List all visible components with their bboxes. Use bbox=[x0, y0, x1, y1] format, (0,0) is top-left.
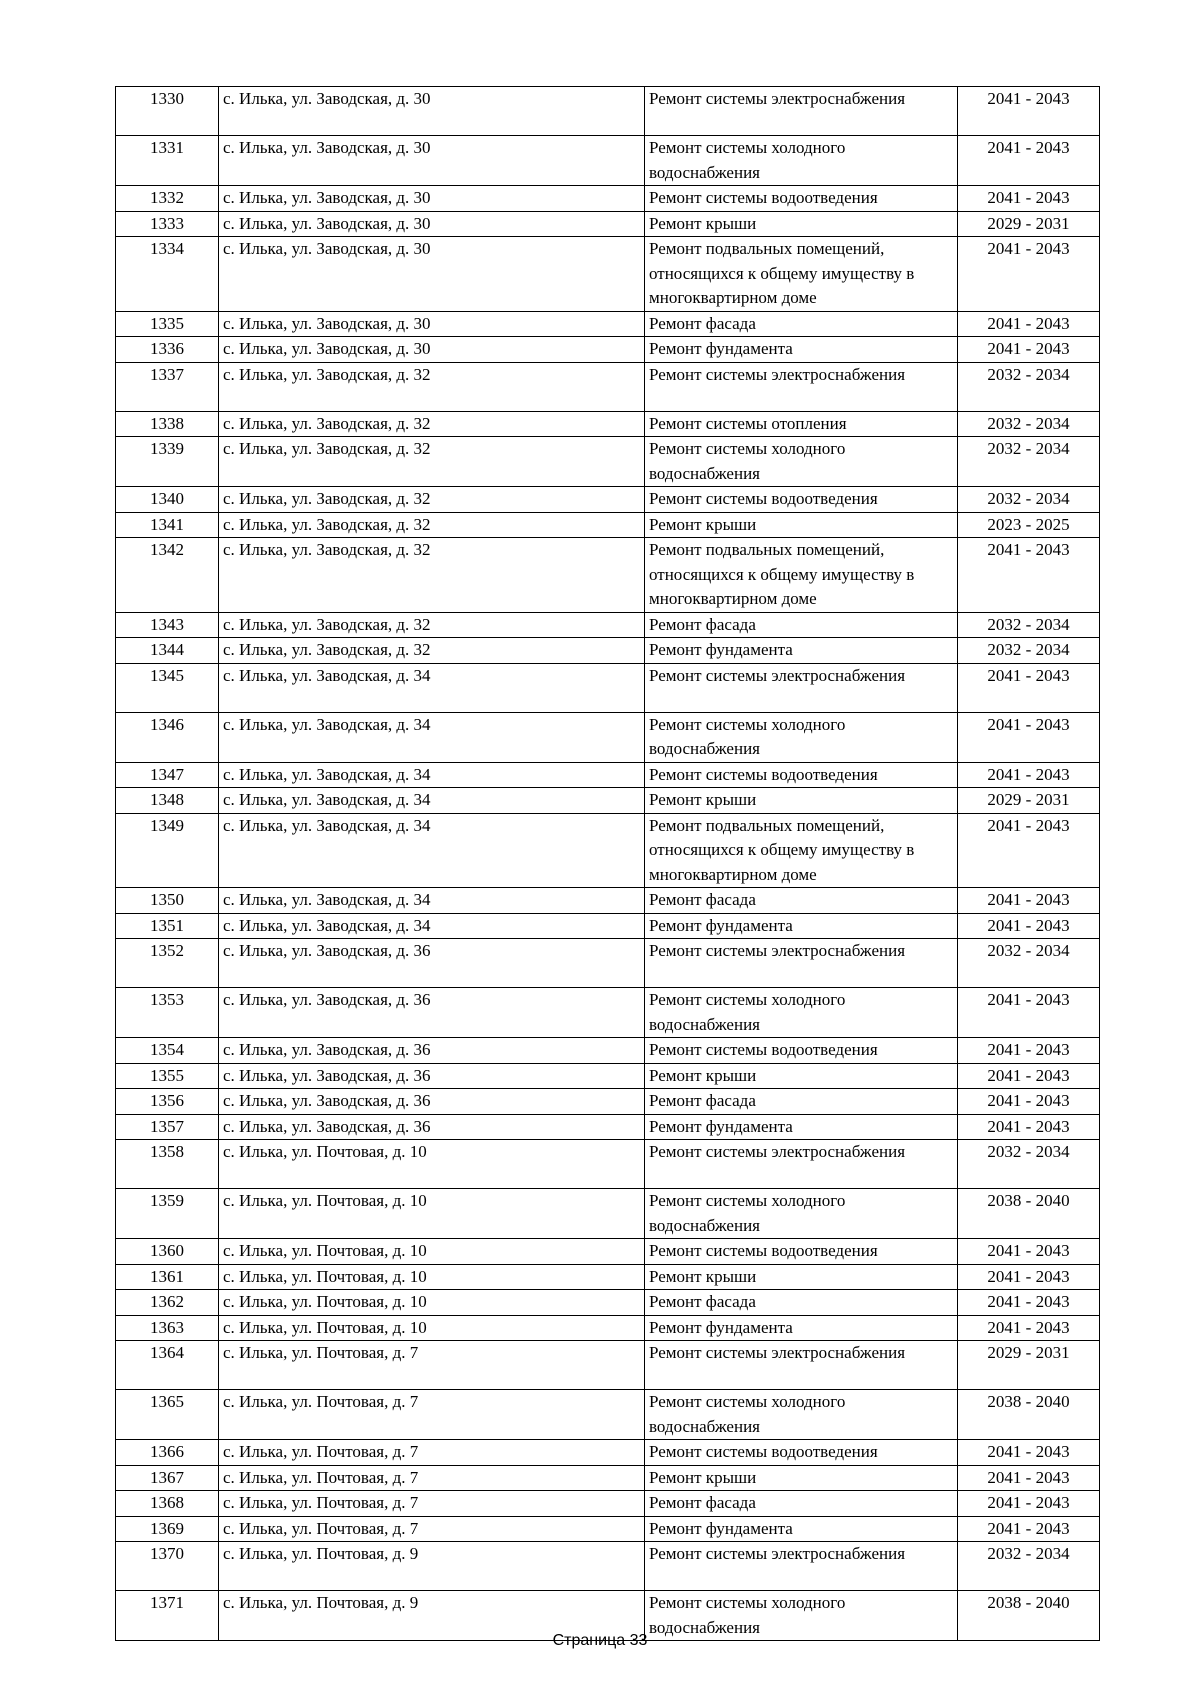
period-cell: 2041 - 2043 bbox=[958, 237, 1100, 312]
work-type-cell: Ремонт крыши bbox=[645, 512, 958, 538]
period-cell: 2038 - 2040 bbox=[958, 1390, 1100, 1440]
period-cell: 2032 - 2034 bbox=[958, 362, 1100, 411]
period-cell: 2038 - 2040 bbox=[958, 1189, 1100, 1239]
period-cell: 2041 - 2043 bbox=[958, 311, 1100, 337]
address-cell: с. Илька, ул. Заводская, д. 36 bbox=[219, 1038, 645, 1064]
table-row bbox=[116, 1189, 1100, 1239]
period-cell: 2032 - 2034 bbox=[958, 437, 1100, 487]
address-cell: с. Илька, ул. Заводская, д. 32 bbox=[219, 512, 645, 538]
address-cell: с. Илька, ул. Почтовая, д. 10 bbox=[219, 1290, 645, 1316]
work-type-cell: Ремонт фундамента bbox=[645, 1114, 958, 1140]
address-cell: с. Илька, ул. Заводская, д. 32 bbox=[219, 487, 645, 513]
period-cell: 2029 - 2031 bbox=[958, 211, 1100, 237]
period-cell: 2041 - 2043 bbox=[958, 87, 1100, 136]
period-cell: 2041 - 2043 bbox=[958, 1465, 1100, 1491]
work-type-cell: Ремонт крыши bbox=[645, 1264, 958, 1290]
work-type-cell: Ремонт фундамента bbox=[645, 1315, 958, 1341]
work-type-cell: Ремонт системы водоотведения bbox=[645, 762, 958, 788]
work-type-cell: Ремонт системы холодного водоснабжения bbox=[645, 988, 958, 1038]
address-cell: с. Илька, ул. Почтовая, д. 7 bbox=[219, 1491, 645, 1517]
address-cell: с. Илька, ул. Заводская, д. 32 bbox=[219, 362, 645, 411]
address-cell: с. Илька, ул. Заводская, д. 36 bbox=[219, 1063, 645, 1089]
row-number-cell: 1363 bbox=[116, 1315, 219, 1341]
work-type-cell: Ремонт системы холодного водоснабжения bbox=[645, 1591, 958, 1641]
work-type-cell: Ремонт системы водоотведения bbox=[645, 1239, 958, 1265]
row-number-cell: 1362 bbox=[116, 1290, 219, 1316]
work-type-cell: Ремонт фасада bbox=[645, 311, 958, 337]
period-cell: 2041 - 2043 bbox=[958, 1440, 1100, 1466]
work-type-cell: Ремонт системы холодного водоснабжения bbox=[645, 437, 958, 487]
table-row bbox=[116, 1390, 1100, 1440]
table-body bbox=[116, 87, 1100, 1641]
table-row bbox=[116, 788, 1100, 814]
work-type-cell: Ремонт системы холодного водоснабжения bbox=[645, 136, 958, 186]
work-type-cell: Ремонт системы водоотведения bbox=[645, 487, 958, 513]
row-number-cell: 1351 bbox=[116, 913, 219, 939]
address-cell: с. Илька, ул. Заводская, д. 30 bbox=[219, 237, 645, 312]
address-cell: с. Илька, ул. Заводская, д. 30 bbox=[219, 136, 645, 186]
table-row bbox=[116, 487, 1100, 513]
table-row bbox=[116, 362, 1100, 411]
work-type-cell: Ремонт системы водоотведения bbox=[645, 1038, 958, 1064]
work-type-cell: Ремонт подвальных помещений, относящихся к общему имуществу в многоквартирном доме bbox=[645, 538, 958, 613]
period-cell: 2029 - 2031 bbox=[958, 788, 1100, 814]
address-cell: с. Илька, ул. Почтовая, д. 10 bbox=[219, 1239, 645, 1265]
work-type-cell: Ремонт системы электроснабжения bbox=[645, 362, 958, 411]
row-number-cell: 1364 bbox=[116, 1341, 219, 1390]
row-number-cell: 1341 bbox=[116, 512, 219, 538]
work-type-cell: Ремонт крыши bbox=[645, 788, 958, 814]
period-cell: 2041 - 2043 bbox=[958, 1063, 1100, 1089]
period-cell: 2041 - 2043 bbox=[958, 1491, 1100, 1517]
address-cell: с. Илька, ул. Заводская, д. 34 bbox=[219, 813, 645, 888]
work-type-cell: Ремонт крыши bbox=[645, 1063, 958, 1089]
row-number-cell: 1333 bbox=[116, 211, 219, 237]
address-cell: с. Илька, ул. Заводская, д. 30 bbox=[219, 311, 645, 337]
period-cell: 2041 - 2043 bbox=[958, 1264, 1100, 1290]
row-number-cell: 1330 bbox=[116, 87, 219, 136]
period-cell: 2041 - 2043 bbox=[958, 988, 1100, 1038]
address-cell: с. Илька, ул. Заводская, д. 34 bbox=[219, 788, 645, 814]
period-cell: 2041 - 2043 bbox=[958, 136, 1100, 186]
table-row bbox=[116, 136, 1100, 186]
row-number-cell: 1336 bbox=[116, 337, 219, 363]
row-number-cell: 1355 bbox=[116, 1063, 219, 1089]
work-type-cell: Ремонт фундамента bbox=[645, 913, 958, 939]
row-number-cell: 1354 bbox=[116, 1038, 219, 1064]
work-type-cell: Ремонт фундамента bbox=[645, 337, 958, 363]
row-number-cell: 1344 bbox=[116, 638, 219, 664]
address-cell: с. Илька, ул. Заводская, д. 36 bbox=[219, 939, 645, 988]
address-cell: с. Илька, ул. Заводская, д. 30 bbox=[219, 87, 645, 136]
table-row bbox=[116, 712, 1100, 762]
table-row bbox=[116, 988, 1100, 1038]
period-cell: 2041 - 2043 bbox=[958, 813, 1100, 888]
address-cell: с. Илька, ул. Заводская, д. 32 bbox=[219, 638, 645, 664]
address-cell: с. Илька, ул. Почтовая, д. 10 bbox=[219, 1140, 645, 1189]
work-type-cell: Ремонт фундамента bbox=[645, 638, 958, 664]
work-type-cell: Ремонт крыши bbox=[645, 1465, 958, 1491]
work-type-cell: Ремонт крыши bbox=[645, 211, 958, 237]
period-cell: 2038 - 2040 bbox=[958, 1591, 1100, 1641]
table-row bbox=[116, 1440, 1100, 1466]
row-number-cell: 1369 bbox=[116, 1516, 219, 1542]
table-row bbox=[116, 638, 1100, 664]
table-row bbox=[116, 186, 1100, 212]
period-cell: 2032 - 2034 bbox=[958, 939, 1100, 988]
period-cell: 2041 - 2043 bbox=[958, 712, 1100, 762]
row-number-cell: 1339 bbox=[116, 437, 219, 487]
address-cell: с. Илька, ул. Заводская, д. 30 bbox=[219, 211, 645, 237]
row-number-cell: 1358 bbox=[116, 1140, 219, 1189]
table-row bbox=[116, 237, 1100, 312]
row-number-cell: 1371 bbox=[116, 1591, 219, 1641]
address-cell: с. Илька, ул. Почтовая, д. 7 bbox=[219, 1440, 645, 1466]
address-cell: с. Илька, ул. Заводская, д. 30 bbox=[219, 337, 645, 363]
row-number-cell: 1332 bbox=[116, 186, 219, 212]
table-row bbox=[116, 1341, 1100, 1390]
table-row bbox=[116, 1114, 1100, 1140]
period-cell: 2032 - 2034 bbox=[958, 612, 1100, 638]
work-type-cell: Ремонт системы холодного водоснабжения bbox=[645, 712, 958, 762]
work-type-cell: Ремонт системы холодного водоснабжения bbox=[645, 1390, 958, 1440]
work-type-cell: Ремонт системы электроснабжения bbox=[645, 663, 958, 712]
row-number-cell: 1360 bbox=[116, 1239, 219, 1265]
address-cell: с. Илька, ул. Почтовая, д. 7 bbox=[219, 1390, 645, 1440]
period-cell: 2041 - 2043 bbox=[958, 1290, 1100, 1316]
table-row bbox=[116, 87, 1100, 136]
period-cell: 2041 - 2043 bbox=[958, 1516, 1100, 1542]
table-row bbox=[116, 663, 1100, 712]
period-cell: 2041 - 2043 bbox=[958, 1038, 1100, 1064]
row-number-cell: 1350 bbox=[116, 888, 219, 914]
row-number-cell: 1370 bbox=[116, 1542, 219, 1591]
work-type-cell: Ремонт фасада bbox=[645, 888, 958, 914]
table-row bbox=[116, 1290, 1100, 1316]
page-number: Страница 33 bbox=[552, 1632, 648, 1649]
row-number-cell: 1361 bbox=[116, 1264, 219, 1290]
table-row bbox=[116, 1239, 1100, 1265]
repair-schedule-table bbox=[115, 86, 1100, 1641]
row-number-cell: 1357 bbox=[116, 1114, 219, 1140]
table-row bbox=[116, 411, 1100, 437]
row-number-cell: 1366 bbox=[116, 1440, 219, 1466]
address-cell: с. Илька, ул. Почтовая, д. 10 bbox=[219, 1264, 645, 1290]
work-type-cell: Ремонт фасада bbox=[645, 1491, 958, 1517]
table-row bbox=[116, 813, 1100, 888]
table-row bbox=[116, 1140, 1100, 1189]
work-type-cell: Ремонт подвальных помещений, относящихся к общему имуществу в многоквартирном доме bbox=[645, 237, 958, 312]
address-cell: с. Илька, ул. Заводская, д. 34 bbox=[219, 913, 645, 939]
address-cell: с. Илька, ул. Заводская, д. 30 bbox=[219, 186, 645, 212]
work-type-cell: Ремонт системы электроснабжения bbox=[645, 939, 958, 988]
period-cell: 2032 - 2034 bbox=[958, 638, 1100, 664]
row-number-cell: 1349 bbox=[116, 813, 219, 888]
row-number-cell: 1331 bbox=[116, 136, 219, 186]
address-cell: с. Илька, ул. Заводская, д. 32 bbox=[219, 612, 645, 638]
period-cell: 2041 - 2043 bbox=[958, 186, 1100, 212]
period-cell: 2032 - 2034 bbox=[958, 411, 1100, 437]
work-type-cell: Ремонт системы электроснабжения bbox=[645, 1140, 958, 1189]
period-cell: 2041 - 2043 bbox=[958, 663, 1100, 712]
row-number-cell: 1359 bbox=[116, 1189, 219, 1239]
address-cell: с. Илька, ул. Заводская, д. 34 bbox=[219, 762, 645, 788]
table-row bbox=[116, 913, 1100, 939]
period-cell: 2032 - 2034 bbox=[958, 1140, 1100, 1189]
row-number-cell: 1353 bbox=[116, 988, 219, 1038]
table-row bbox=[116, 939, 1100, 988]
row-number-cell: 1334 bbox=[116, 237, 219, 312]
row-number-cell: 1367 bbox=[116, 1465, 219, 1491]
table-row bbox=[116, 1089, 1100, 1115]
table-row bbox=[116, 311, 1100, 337]
period-cell: 2041 - 2043 bbox=[958, 762, 1100, 788]
row-number-cell: 1356 bbox=[116, 1089, 219, 1115]
table-row bbox=[116, 211, 1100, 237]
address-cell: с. Илька, ул. Заводская, д. 36 bbox=[219, 1114, 645, 1140]
row-number-cell: 1340 bbox=[116, 487, 219, 513]
address-cell: с. Илька, ул. Почтовая, д. 7 bbox=[219, 1341, 645, 1390]
row-number-cell: 1342 bbox=[116, 538, 219, 613]
period-cell: 2041 - 2043 bbox=[958, 1239, 1100, 1265]
period-cell: 2041 - 2043 bbox=[958, 1089, 1100, 1115]
work-type-cell: Ремонт системы электроснабжения bbox=[645, 1542, 958, 1591]
address-cell: с. Илька, ул. Заводская, д. 34 bbox=[219, 663, 645, 712]
table-row bbox=[116, 1315, 1100, 1341]
row-number-cell: 1337 bbox=[116, 362, 219, 411]
table-row bbox=[116, 1491, 1100, 1517]
table-row bbox=[116, 1063, 1100, 1089]
table-row bbox=[116, 1038, 1100, 1064]
address-cell: с. Илька, ул. Заводская, д. 32 bbox=[219, 437, 645, 487]
work-type-cell: Ремонт фасада bbox=[645, 1290, 958, 1316]
work-type-cell: Ремонт системы водоотведения bbox=[645, 186, 958, 212]
work-type-cell: Ремонт системы отопления bbox=[645, 411, 958, 437]
row-number-cell: 1352 bbox=[116, 939, 219, 988]
address-cell: с. Илька, ул. Заводская, д. 32 bbox=[219, 538, 645, 613]
work-type-cell: Ремонт системы электроснабжения bbox=[645, 87, 958, 136]
address-cell: с. Илька, ул. Почтовая, д. 10 bbox=[219, 1189, 645, 1239]
period-cell: 2041 - 2043 bbox=[958, 1114, 1100, 1140]
table-row bbox=[116, 538, 1100, 613]
work-type-cell: Ремонт системы холодного водоснабжения bbox=[645, 1189, 958, 1239]
row-number-cell: 1365 bbox=[116, 1390, 219, 1440]
row-number-cell: 1345 bbox=[116, 663, 219, 712]
work-type-cell: Ремонт фасада bbox=[645, 612, 958, 638]
table-row bbox=[116, 512, 1100, 538]
address-cell: с. Илька, ул. Почтовая, д. 7 bbox=[219, 1465, 645, 1491]
table-row bbox=[116, 762, 1100, 788]
period-cell: 2041 - 2043 bbox=[958, 538, 1100, 613]
address-cell: с. Илька, ул. Заводская, д. 36 bbox=[219, 1089, 645, 1115]
row-number-cell: 1338 bbox=[116, 411, 219, 437]
address-cell: с. Илька, ул. Заводская, д. 34 bbox=[219, 888, 645, 914]
period-cell: 2029 - 2031 bbox=[958, 1341, 1100, 1390]
table-row bbox=[116, 337, 1100, 363]
work-type-cell: Ремонт фундамента bbox=[645, 1516, 958, 1542]
address-cell: с. Илька, ул. Почтовая, д. 9 bbox=[219, 1591, 645, 1641]
period-cell: 2041 - 2043 bbox=[958, 1315, 1100, 1341]
address-cell: с. Илька, ул. Заводская, д. 36 bbox=[219, 988, 645, 1038]
table-row bbox=[116, 1264, 1100, 1290]
period-cell: 2032 - 2034 bbox=[958, 1542, 1100, 1591]
row-number-cell: 1343 bbox=[116, 612, 219, 638]
row-number-cell: 1346 bbox=[116, 712, 219, 762]
table-row bbox=[116, 1516, 1100, 1542]
work-type-cell: Ремонт системы электроснабжения bbox=[645, 1341, 958, 1390]
table-row bbox=[116, 888, 1100, 914]
table-row bbox=[116, 437, 1100, 487]
row-number-cell: 1348 bbox=[116, 788, 219, 814]
table-row bbox=[116, 612, 1100, 638]
address-cell: с. Илька, ул. Заводская, д. 32 bbox=[219, 411, 645, 437]
address-cell: с. Илька, ул. Почтовая, д. 7 bbox=[219, 1516, 645, 1542]
work-type-cell: Ремонт подвальных помещений, относящихся к общему имуществу в многоквартирном доме bbox=[645, 813, 958, 888]
table-row bbox=[116, 1465, 1100, 1491]
row-number-cell: 1335 bbox=[116, 311, 219, 337]
work-type-cell: Ремонт фасада bbox=[645, 1089, 958, 1115]
table-row bbox=[116, 1542, 1100, 1591]
address-cell: с. Илька, ул. Почтовая, д. 10 bbox=[219, 1315, 645, 1341]
row-number-cell: 1368 bbox=[116, 1491, 219, 1517]
row-number-cell: 1347 bbox=[116, 762, 219, 788]
period-cell: 2032 - 2034 bbox=[958, 487, 1100, 513]
work-type-cell: Ремонт системы водоотведения bbox=[645, 1440, 958, 1466]
period-cell: 2023 - 2025 bbox=[958, 512, 1100, 538]
address-cell: с. Илька, ул. Почтовая, д. 9 bbox=[219, 1542, 645, 1591]
period-cell: 2041 - 2043 bbox=[958, 337, 1100, 363]
address-cell: с. Илька, ул. Заводская, д. 34 bbox=[219, 712, 645, 762]
period-cell: 2041 - 2043 bbox=[958, 888, 1100, 914]
period-cell: 2041 - 2043 bbox=[958, 913, 1100, 939]
